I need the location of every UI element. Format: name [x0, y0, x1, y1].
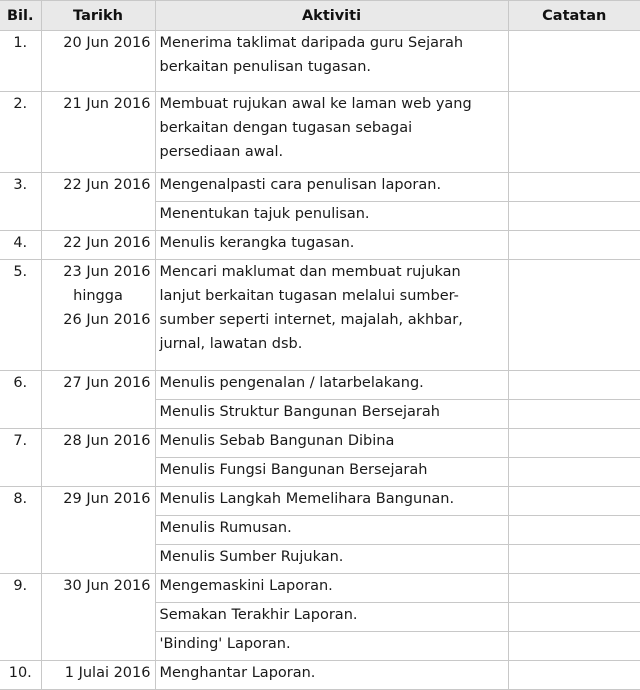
activity-text: Menulis Sumber Rujukan. — [159, 549, 344, 565]
activity-text: Mengenalpasti cara penulisan laporan. — [159, 177, 442, 193]
cell-bil: 8. — [0, 487, 41, 574]
date-text: 22 Jun 2016 — [63, 177, 151, 193]
cell-catatan — [508, 574, 640, 603]
activity-text: jurnal, lawatan dsb. — [159, 336, 303, 352]
cell-aktiviti — [155, 202, 508, 231]
date-text: 27 Jun 2016 — [63, 375, 151, 391]
cell-aktiviti — [155, 231, 508, 260]
activity-text: Menentukan tajuk penulisan. — [159, 206, 370, 222]
header-aktiviti: Aktiviti — [155, 1, 508, 31]
cell-bil: 9. — [0, 574, 41, 661]
cell-tarikh — [41, 173, 155, 231]
activity-text: Menulis kerangka tugasan. — [159, 235, 355, 251]
cell-bil: 3. — [0, 173, 41, 231]
activity-text: Menerima taklimat daripada guru Sejarah — [159, 35, 464, 51]
cell-catatan — [508, 231, 640, 260]
activity-text: lanjut berkaitan tugasan melalui sumber- — [159, 288, 459, 304]
table-row — [0, 231, 640, 260]
cell-catatan — [508, 371, 640, 400]
cell-catatan — [508, 661, 640, 690]
cell-tarikh — [41, 31, 155, 92]
cell-bil: 5. — [0, 260, 41, 371]
table-row — [0, 429, 640, 458]
cell-aktiviti — [155, 371, 508, 400]
cell-bil: 1. — [0, 31, 41, 92]
cell-aktiviti — [155, 400, 508, 429]
cell-catatan — [508, 92, 640, 173]
table-header — [0, 1, 640, 31]
table-row — [0, 661, 640, 690]
table-row — [0, 92, 640, 173]
cell-tarikh — [41, 429, 155, 487]
activity-text: 'Binding' Laporan. — [159, 636, 291, 652]
date-text: 28 Jun 2016 — [63, 433, 151, 449]
cell-aktiviti — [155, 92, 508, 173]
cell-aktiviti — [155, 458, 508, 487]
cell-aktiviti — [155, 603, 508, 632]
activity-text: Menulis Fungsi Bangunan Bersejarah — [159, 462, 428, 478]
cell-aktiviti — [155, 429, 508, 458]
date-text: 21 Jun 2016 — [63, 96, 151, 112]
cell-aktiviti — [155, 516, 508, 545]
activity-text: persediaan awal. — [159, 144, 284, 160]
date-text: 22 Jun 2016 — [63, 235, 151, 251]
activity-text: Menulis pengenalan / latarbelakang. — [159, 375, 424, 391]
table-row — [0, 574, 640, 603]
activity-text: Menghantar Laporan. — [159, 665, 316, 681]
cell-tarikh — [41, 661, 155, 690]
activity-text: Menulis Sebab Bangunan Dibina — [159, 433, 395, 449]
cell-catatan — [508, 458, 640, 487]
cell-bil: 10. — [0, 661, 41, 690]
header-bil: Bil. — [0, 1, 41, 31]
cell-bil: 4. — [0, 231, 41, 260]
table-row — [0, 260, 640, 371]
cell-catatan — [508, 400, 640, 429]
table-row — [0, 487, 640, 516]
table-row — [0, 371, 640, 400]
cell-catatan — [508, 260, 640, 371]
activity-text: Menulis Struktur Bangunan Bersejarah — [159, 404, 440, 420]
cell-aktiviti — [155, 31, 508, 92]
cell-catatan — [508, 31, 640, 92]
activity-text: Mencari maklumat dan membuat rujukan — [159, 264, 461, 280]
table-body — [0, 31, 640, 690]
cell-catatan — [508, 516, 640, 545]
cell-tarikh — [41, 371, 155, 429]
cell-aktiviti — [155, 574, 508, 603]
activity-text: Membuat rujukan awal ke laman web yang — [159, 96, 472, 112]
date-text: 1 Julai 2016 — [64, 665, 151, 681]
cell-tarikh — [41, 487, 155, 574]
date-range-word: hingga — [73, 288, 123, 304]
date-text: 20 Jun 2016 — [63, 35, 151, 51]
cell-tarikh — [41, 260, 155, 371]
cell-bil: 2. — [0, 92, 41, 173]
activity-text: Menulis Langkah Memelihara Bangunan. — [159, 491, 455, 507]
header-row — [0, 1, 640, 31]
cell-aktiviti — [155, 487, 508, 516]
activity-text: Mengemaskini Laporan. — [159, 578, 333, 594]
cell-bil: 7. — [0, 429, 41, 487]
cell-catatan — [508, 603, 640, 632]
table-row — [0, 173, 640, 202]
cell-catatan — [508, 173, 640, 202]
header-tarikh: Tarikh — [41, 1, 155, 31]
activity-text: sumber seperti internet, majalah, akhbar, — [159, 312, 463, 328]
cell-bil: 6. — [0, 371, 41, 429]
cell-aktiviti — [155, 661, 508, 690]
header-catatan: Catatan — [508, 1, 640, 31]
cell-catatan — [508, 429, 640, 458]
activity-text: berkaitan penulisan tugasan. — [159, 59, 372, 75]
cell-tarikh — [41, 231, 155, 260]
cell-catatan — [508, 632, 640, 661]
cell-catatan — [508, 487, 640, 516]
activity-text: Menulis Rumusan. — [159, 520, 292, 536]
cell-catatan — [508, 202, 640, 231]
cell-aktiviti — [155, 173, 508, 202]
date-text: 29 Jun 2016 — [63, 491, 151, 507]
cell-catatan — [508, 545, 640, 574]
cell-tarikh — [41, 574, 155, 661]
date-text: 26 Jun 2016 — [63, 312, 151, 328]
cell-aktiviti — [155, 260, 508, 371]
activity-text: Semakan Terakhir Laporan. — [159, 607, 358, 623]
date-text: 23 Jun 2016 — [63, 264, 151, 280]
activity-text: berkaitan dengan tugasan sebagai — [159, 120, 413, 136]
cell-aktiviti — [155, 545, 508, 574]
cell-aktiviti — [155, 632, 508, 661]
cell-tarikh — [41, 92, 155, 173]
table-row — [0, 31, 640, 92]
date-text: 30 Jun 2016 — [63, 578, 151, 594]
